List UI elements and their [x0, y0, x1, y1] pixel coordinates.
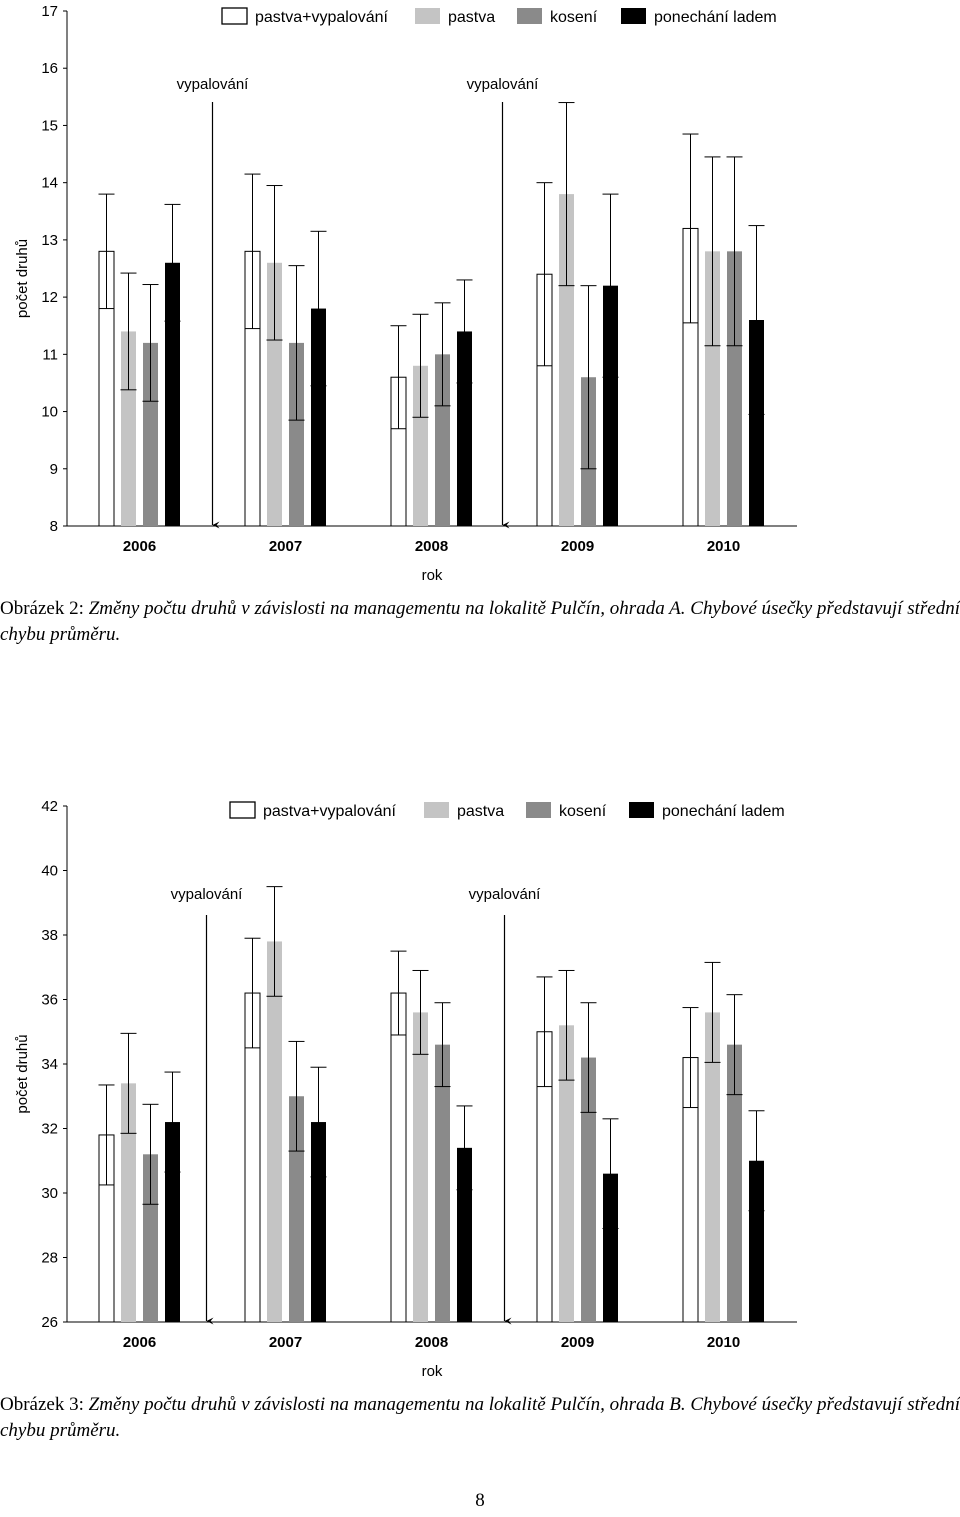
- bar: [391, 993, 406, 1322]
- y-tick-label: 40: [41, 862, 58, 880]
- x-tick-label: 2009: [560, 1334, 595, 1351]
- y-tick-label: 16: [41, 60, 58, 78]
- legend-label: ponechání ladem: [662, 803, 785, 820]
- caption-text: Změny počtu druhů v závislosti na managementu na lokalitě Pulčín, ohrada A. Chybové úsečky představují střední chybu průměru.: [0, 598, 960, 645]
- x-tick-label: 2010: [706, 538, 741, 555]
- y-tick-label: 13: [41, 231, 58, 249]
- x-tick-label: 2007: [268, 538, 303, 555]
- legend-swatch: [415, 8, 440, 24]
- bar: [267, 941, 282, 1322]
- y-tick-label: 14: [41, 174, 58, 192]
- legend-label: ponechání ladem: [654, 9, 777, 26]
- y-axis-label: počet druhů: [14, 1034, 31, 1114]
- y-tick-label: 11: [42, 346, 58, 364]
- x-tick-label: 2006: [122, 1334, 157, 1351]
- y-tick-label: 17: [41, 3, 58, 20]
- legend-swatch: [424, 802, 449, 818]
- legend-label: pastva+vypalování: [255, 9, 388, 26]
- x-tick-label: 2010: [706, 1334, 741, 1351]
- x-axis-label: rok: [421, 1363, 443, 1380]
- x-axis-label: rok: [421, 567, 443, 584]
- legend-swatch: [621, 8, 646, 24]
- page-number: 8: [475, 1490, 485, 1511]
- y-tick-label: 8: [49, 518, 58, 535]
- y-tick-label: 12: [41, 289, 58, 307]
- y-tick-label: 9: [49, 460, 58, 478]
- legend-swatch: [629, 802, 654, 818]
- legend-swatch: [517, 8, 542, 24]
- chart-svg: [0, 0, 960, 590]
- y-tick-label: 42: [41, 798, 58, 815]
- legend-swatch: [230, 802, 255, 818]
- caption-text: Změny počtu druhů v závislosti na managementu na lokalitě Pulčín, ohrada B. Chybové úsečky představují střední chybu průměru.: [0, 1394, 960, 1441]
- caption-label: Obrázek 2:: [0, 598, 84, 619]
- chart-ohrada-a: [0, 0, 960, 590]
- annotation-label: vypalování: [466, 76, 539, 93]
- bar: [413, 1012, 428, 1322]
- figure-caption-3: [0, 1392, 960, 1444]
- y-tick-label: 10: [41, 403, 58, 421]
- legend-label: pastva: [448, 9, 496, 26]
- caption-label: Obrázek 3:: [0, 1394, 84, 1415]
- x-tick-label: 2008: [414, 538, 449, 555]
- x-tick-label: 2006: [122, 538, 157, 555]
- y-tick-label: 36: [41, 991, 58, 1009]
- figure-caption-2: [0, 596, 960, 648]
- y-tick-label: 15: [41, 117, 58, 135]
- legend-swatch: [222, 8, 247, 24]
- legend-label: pastva: [457, 803, 505, 820]
- legend-label: kosení: [559, 803, 607, 820]
- y-tick-label: 38: [41, 927, 58, 944]
- legend-swatch: [526, 802, 551, 818]
- y-tick-label: 30: [41, 1185, 58, 1202]
- annotation-label: vypalování: [170, 886, 243, 903]
- annotation-label: vypalování: [176, 76, 249, 93]
- annotation-label: vypalování: [468, 886, 541, 903]
- y-tick-label: 34: [41, 1056, 58, 1073]
- y-tick-label: 26: [41, 1314, 58, 1331]
- y-tick-label: 28: [41, 1249, 58, 1267]
- x-tick-label: 2008: [414, 1334, 449, 1351]
- x-tick-label: 2009: [560, 538, 595, 555]
- legend-label: pastva+vypalování: [263, 803, 396, 820]
- x-tick-label: 2007: [268, 1334, 303, 1351]
- legend-label: kosení: [550, 9, 598, 26]
- chart-svg: [0, 795, 960, 1385]
- y-axis-label: počet druhů: [14, 238, 31, 319]
- y-tick-label: 32: [41, 1120, 58, 1138]
- chart-ohrada-b: [0, 795, 960, 1385]
